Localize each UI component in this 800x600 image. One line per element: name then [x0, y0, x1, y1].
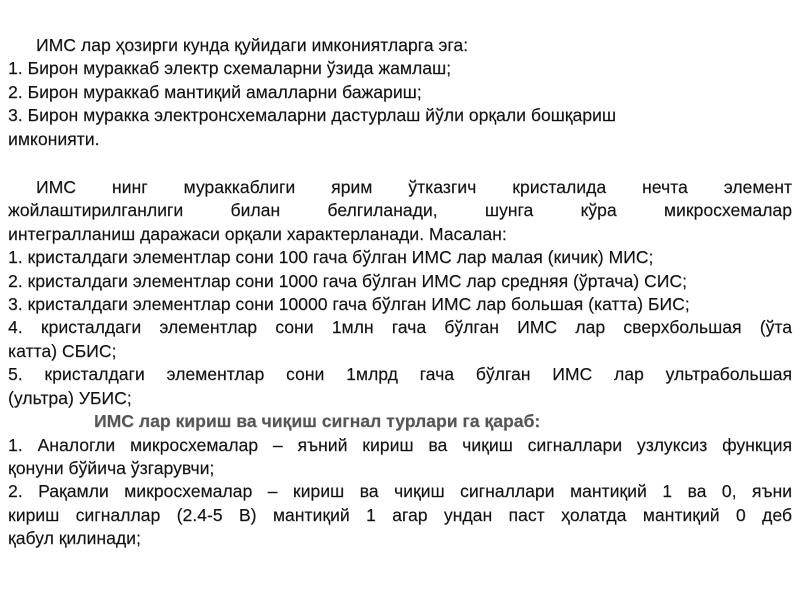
list-item: 1. Аналогли микросхемалар – яъний кириш ва чиқиш сигналлари узлуксиз функция	[8, 434, 792, 455]
list-item: 3. Бирон муракка электронсхемаларни дастурлаш йўли орқали бошқариш	[8, 105, 616, 126]
paragraph-line: жойлаштирилганлиги билан белгиланади, шунга кўра микросхемалар	[8, 200, 792, 221]
paragraph-line: ИМС нинг мураккаблиги ярим ўтказгич кристалида нечта элемент	[36, 177, 792, 198]
section-heading: ИМС лар кириш ва чиқиш сигнал турлари га қараб:	[94, 411, 541, 432]
list-item-continuation: қонуни бўйича ўзгарувчи;	[8, 457, 215, 478]
paragraph-line: интегралланиш даражаси орқали характерланади. Масалан:	[8, 223, 507, 244]
list-item: 2. Бирон мураккаб мантиқий амалларни бажариш;	[8, 81, 422, 102]
section1-intro: ИМС лар ҳозирги кунда қуйидаги имкониятларга эга:	[36, 35, 469, 55]
list-item-continuation: (ультра) УБИС;	[8, 387, 132, 408]
list-item-continuation: имконияти.	[8, 128, 100, 149]
list-item: 2. кристалдаги элементлар сони 1000 гача бўлган ИМС лар средняя (ўртача) СИС;	[8, 270, 687, 291]
list-item: 2. Рақамли микросхемалар – кириш ва чиқиш сигналлари мантиқий 1 ва 0, яъни	[8, 481, 792, 502]
list-item: 4. кристалдаги элементлар сони 1млн гача бўлган ИМС лар сверхбольшая (ўта	[8, 317, 792, 338]
list-item-continuation: кириш сигналлар (2.4-5 В) мантиқий 1 агар ундан паст ҳолатда мантиқий 0 деб	[8, 504, 792, 525]
list-item: 5. кристалдаги элементлар сони 1млрд гача бўлган ИМС лар ультрабольшая	[8, 364, 792, 385]
document-page	[8, 34, 792, 551]
list-item-continuation: катта) СБИС;	[8, 340, 117, 361]
list-item: 3. кристалдаги элементлар сони 10000 гача бўлган ИМС лар большая (катта) БИС;	[8, 294, 690, 315]
list-item: 1. кристалдаги элементлар сони 100 гача бўлган ИМС лар малая (кичик) МИС;	[8, 247, 654, 268]
list-item: 1. Бирон мураккаб электр схемаларни ўзида жамлаш;	[8, 58, 452, 79]
paragraph-gap	[8, 151, 792, 176]
list-item-continuation: қабул қилинади;	[8, 528, 141, 549]
